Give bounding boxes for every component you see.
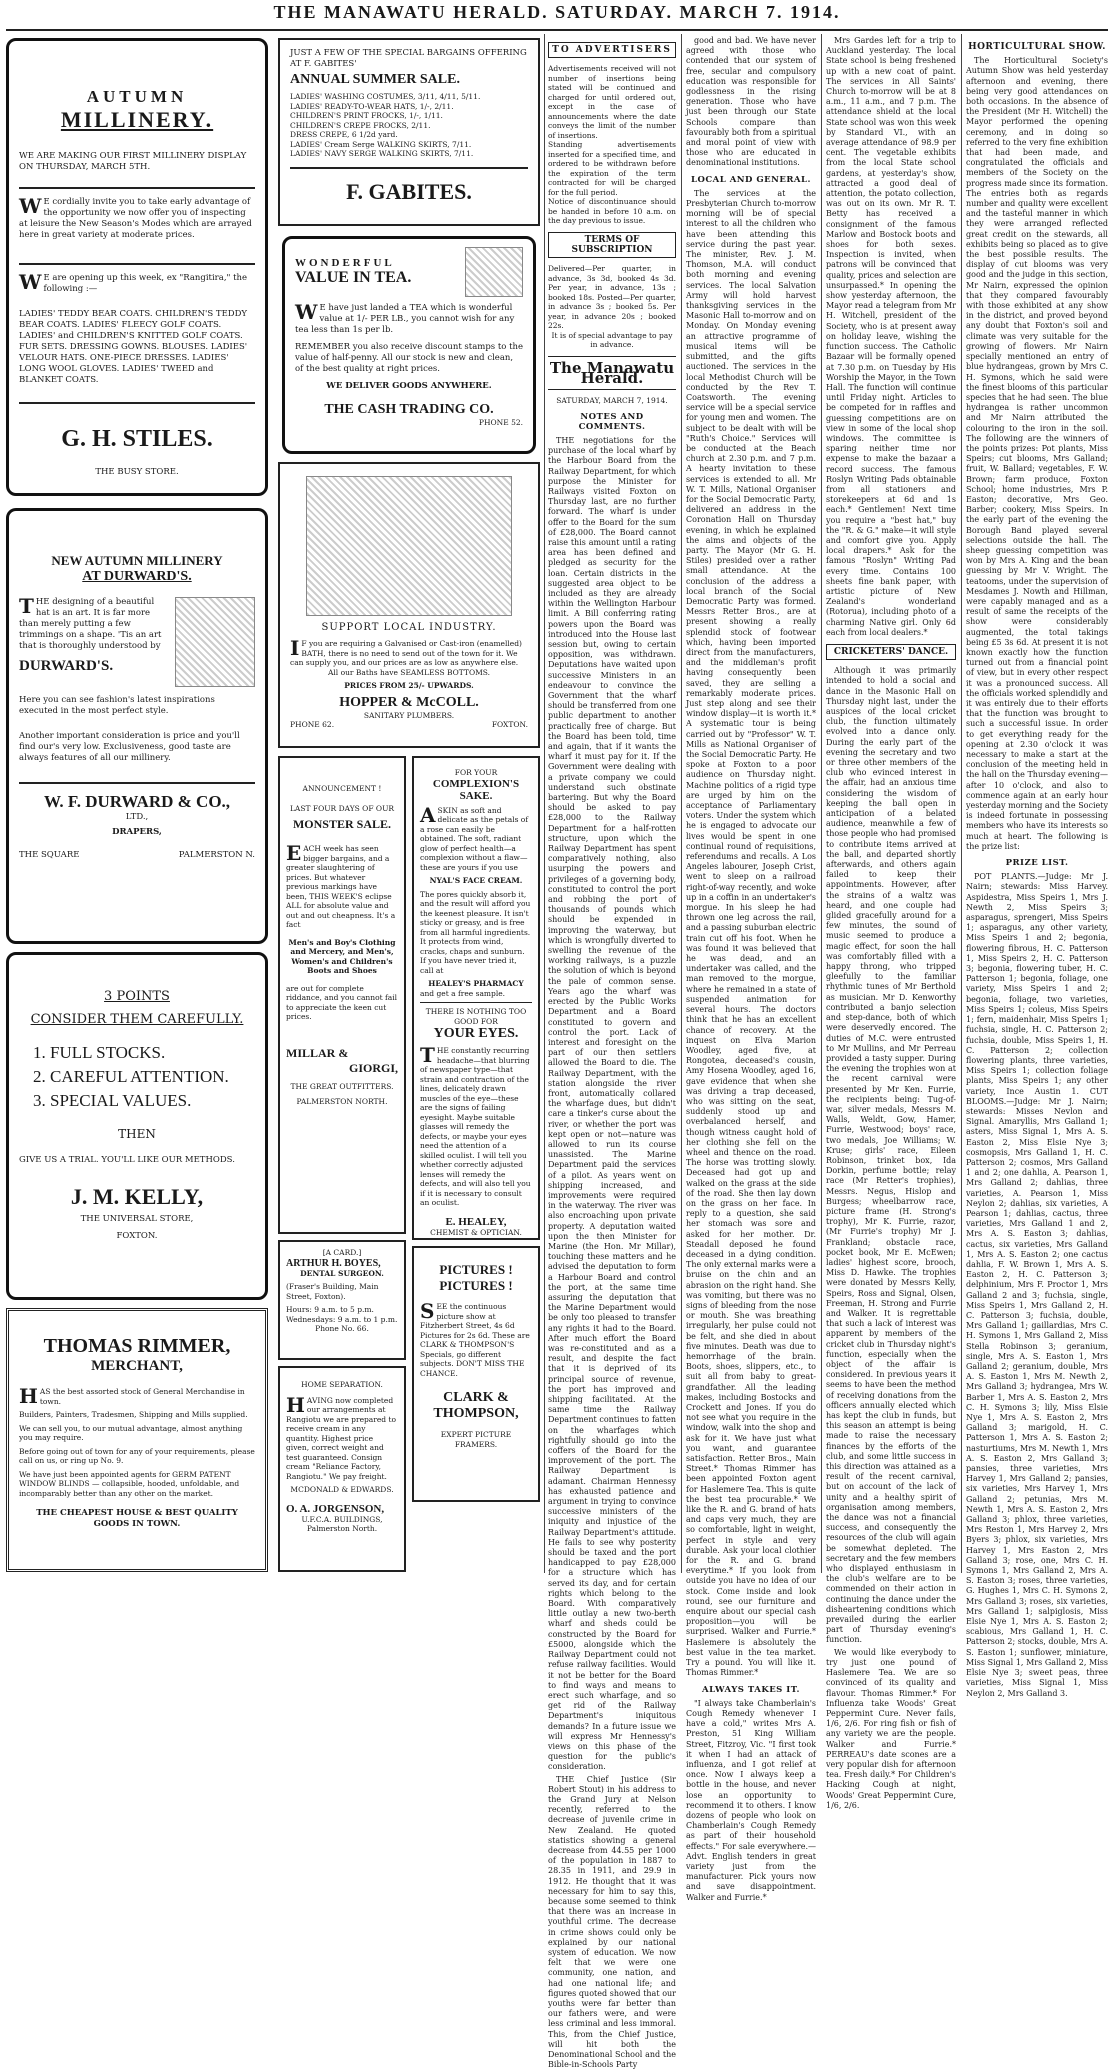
boyes-card: [A CARD.] bbox=[322, 1248, 362, 1257]
stiles-divider bbox=[19, 187, 255, 189]
col6-body-2: POT PLANTS.—Judge: Mr J. Nairn; stewards: Miss Harvey. Aspidestra, Miss Speirs 1, Mrs J. Newth 2, Miss Speirs 3; asparagus, sprengeri, Miss Speirs 1; asparagus, any other variety, Miss Speirs 1 and 2; begonia, flowering fibrous, H. C. Patterson 1, Miss Speirs 2, H. C. Patterson 3; begonia, flowering tuber, H. C. Patterson 1; begonia, foliage, one variety, Miss Speirs 1 and 2; begonia, foliage, two varieties, Miss Speirs 1; coleus, Miss Speirs 1; fern, maidenhair, Miss Speirs 1; fuchsia, single, H. C. Patterson 2; fuchsia, double, Miss Speirs 1, H. C. Patterson 2; collection flowering plants, three varieties, Miss Speirs 1; collection foliage plants, Miss Speirs 1; any other variety, Ince Austin 1. CUT BLOOMS.—Judge: Mr J. Nairn; stewards: Misses Nevlon and Signal. Amaryllis, Mrs Galland 1; asters, Miss Signal 1, Mrs A. S. Easton 2, Miss Elsie Nye 3; cosmopsis, Mrs Galland 1, H. C. Patterson 2; cosmos, Mrs Galland 1 and 2; one dahlia, A. Pearson 1, Mrs Galland 2; dahlias, three varieties, A. Pearson 1, Miss Neylon 2; dahlias, six varieties, A Pearson 1; dahlias, cactus, three varieties, Mrs Galland 1 and 2, Mrs A. S. Easton 3; dahlias, cactus, six varieties, Mrs Galland 1, Mrs A. S. Easton 2; one cactus dahlia, F. W. Brown 1, Mrs A. S. Easton 2, H. C. Patterson 3; delphinium, Mrs F. Proctor 1, Mrs Galland 2 and 3; fuchsia, single, Miss Speirs 1, Mrs Galland 2, H. C. Patterson 3; fuchsia, double, Mrs Galland 1; gaillardias, Mrs C. H. Symons 1, Mrs Galland 2, Miss Stella Robinson 3; geranium, single, Mrs A. S. Easton 1, Mrs Galland 2; geranium, double, Mrs A. S. Easton 1, Mrs M. Newth 2, Mrs Galland 3; hydrangea, Mrs W. Barber 1, Mrs A. S. Easton 2, Mrs C. H. Symons 3; lily, Miss Elsie Nye 1, Mrs A. S. Easton 2, Mrs Galland 3; marigold, H. C. Patterson 1, Mrs A. S. Easton 2; nasturtiums, Mrs M. Newth 1, Mrs A. S. Easton 2, Mrs Galland 3; pansies, three varieties, Mrs Harvey 1, Mrs Galland 2; pansies, six varieties, Mrs Harvey 1, Mrs Galland 2; petunias, Mrs M. Newth 1, Mrs A. S. Easton 2, Mrs Galland 3; phlox, three varieties, Mrs Reston 1, Mrs Harvey 2, Mrs Byers 3; phlox, six varieties, Mrs Harvey 1, Mrs Easton 2, Mrs Galland 3; rose, one, Mrs C. H. Symons 1, Mrs Galland 2, Mrs A. S. Easton 3; roses, three varieties, G. Hughes 1, Mrs C. H. Symons 2, Mrs Galland 3; roses, six varieties, Mrs Galland 1; salpiglosis, Miss Elsie Nye 1, Mrs A. S. Easton 2; scabious, Mrs Galland 1, H. C. Patterson 2; stocks, double, Mrs A. S. Easton 1; sunflower, miniature, Miss Signal 1, Mrs Galland 2, Miss Elsie Nye 3; sweet peas, three varieties, Miss Signal 1, Miss Neylon 2, Mrs Galland 3. bbox=[966, 872, 1108, 1698]
boyes-address: (Fraser's Building, Main Street, Foxton). bbox=[286, 1282, 379, 1301]
healey-p2: The pores quickly absorb it, and the result will afford you the keenest pleasure. It isn't sticky or greasy, and is free from all harmful ingredients. It protects from wind, cracks, chaps and sunburn. If you have never tried it, call at bbox=[420, 889, 531, 975]
durward-p2: Here you can see fashion's latest inspirations executed in the most perfect style. bbox=[19, 695, 215, 716]
horticultural-heading: HORTICULTURAL SHOW. bbox=[968, 42, 1106, 52]
rimmer-name: THOMAS RIMMER, bbox=[43, 1335, 231, 1357]
social-column bbox=[826, 36, 956, 1810]
boyes-phone: Phone No. 66. bbox=[315, 1324, 369, 1333]
column-rule-1 bbox=[544, 34, 545, 1573]
healey-heading: FOR YOUR bbox=[454, 768, 498, 777]
col4-body-2: The services at the Presbyterian Church to-morrow morning will be of special interest to all the children who have been attending this service during the past year. The minister, Rev. J. M. Thomson, M.A. will conduct both morning and evening services. The local Salvation Army will hold harvest thanksgiving services in the Masonic Hall to-morrow and on Monday. On Monday evening an attractive programme of musical items will be submitted, and the gifts auctioned. The services in the local Methodist Church will be conducted by the Rev T. Coatsworth. The evening service will be a special service for young men and women. The subject to be dealt with will be "Ruth's Choice." Services will be conducted at the Beach church at 2.30 p.m. and 7 p.m. A hearty invitation to these services is extended to all. Mr W. T. Mills, National Organiser for the Social Democratic Party, delivered an address in the Coronation Hall on Thursday evening, in which he explained the aims and objects of the party. The Mayor (Mr G. H. Stiles) presided over a rather small attendance. At the conclusion of the address a local branch of the Social Democratic Party was formed. Messrs Retter Bros., are at present showing a really splendid stock of footwear which, having been imported direct from the manufacturers, and the middleman's profit having consequently been saved, they are selling a remarkably moderate prices. Just step along and see their window display—it is worth it.* A systematic tour is being carried out by "Professor" W. T. Mills as National Organiser of the Social Democratic Party. He spoke at Foxton to a poor audience on Thursday night. Machine politics of a rigid type are urged by him on the acceptance of Parliamentary voters. Under the system which he is engaged to advocate our lives would be spent in one continual round of requisitions, referendums and recalls. A Los Angeles labourer, Joseph Crist, went to sleep on a railroad right-of-way recently, and woke up in a coffin in an undertaker's morgue. In his sleep he had thrown one leg across the rail, and a passing suburban electric train cut off his foot. When he was found it was believed that he was dead, and an undertaker was called, and the man removed to the morgue, where he remained in a state of suspended animation for several hours. The doctors think that he has an excellent chance of recovery. At the inquest on Elva Marion Woodley, aged five, at Rongotea, deceased's cousin, Amy Hosena Woodley, aged 16, gave evidence that when she was driving a trap deceased, who was sitting on the seat, suddenly stood up and overbalanced herself, and though witness caught hold of her clothing she fell on the wheel and thence on the road. The horse was trotting slowly. Deceased had got up and walked on the grass at the side of the road. She then lay down on the grass on her face. In reply to a question, she said her stomach was sore and asked for her mother. Dr. Steadall deposed he found deceased in a dying condition. The only external marks were a bruise on the chin and an abrasion on the right hand. She was vomiting, but there was no signs of bleeding from the nose or mouth. She was breathing irregularly, her pulse could not be felt, and she died in about five minutes. Death was due to hemorrhage of the brain. Boots, shoes, slippers, etc., to suit all from baby to great-grandfather. All the leading makes, including Bostocks and Crockett and Jones. If you do not see what you require in the window, walk into the shop and ask for it. We have just what you want, and guarantee satisfaction. Retter Bros., Main Street.* Thomas Rimmer has been appointed Foxton agent for Haslemere Tea. This is quite the best tea procurable.* We like the R. and G. brand of hats and caps very much, they are so comfortable, light in weight, perfect in style and very durable. Ask your local clothier for the R. and G. brand everytime.* If you look from outside you have no idea of our stock. Come inside and look round, see our furniture and enquire about our special cash proposition—you will be surprised. Walker and Furrie.* Haslemere is absolutely the best value in the tea market. Try a pound. You will like it. Thomas Rimmer.* bbox=[686, 188, 817, 1678]
millar-announce: ANNOUNCEMENT ! bbox=[302, 784, 382, 793]
healey-pharmacy: HEALEY'S PHARMACY bbox=[428, 979, 524, 988]
subscription-heading: TERMS OF SUBSCRIPTION bbox=[548, 232, 676, 258]
rimmer-p5: We have just been appointed agents for GERM PATENT WINDOW BLINDS — collapsible, hooded, unfoldable, and incomparably better than any other on the market. bbox=[19, 1469, 240, 1498]
hopper-role: SANITARY PLUMBERS. bbox=[363, 710, 455, 720]
kelly-town: FOXTON. bbox=[116, 1231, 158, 1241]
kelly-heading2: CONSIDER THEM CAREFULLY. bbox=[30, 1012, 244, 1027]
kelly-point-3: 3. SPECIAL VALUES. bbox=[33, 1091, 192, 1110]
col4-body-3: "I always take Chamberlain's Cough Remedy whenever I have a cold," writes Mrs A. Preston, 51 King William Street, Fitzroy, Vic. "I first took it when I had an attack of influenza, and I got relief at once. Now I always keep a bottle in the house, and never lose an opportunity to recommend it to others. I know dozens of people who look on Chamberlain's Cough Remedy as part of their household effects." For sale everywhere.—Advt. English tenders in great variety just from the manufacturer. Pick yours now and save disappointment. Walker and Furrie.* bbox=[686, 1698, 816, 1902]
jorgenson-agents: MCDONALD & EDWARDS. bbox=[290, 1485, 394, 1494]
millar-heading: MONSTER SALE. bbox=[292, 817, 392, 831]
durward-ad bbox=[6, 508, 268, 944]
col6-body-1: The Horticultural Society's Autumn Show was held yesterday afternoon and evening, there being very good attendances on both occasions. In the absence of the President (Mr H. Witchell) the Mayor performed the opening ceremony, and in doing so referred to the very fine exhibition that had been made, and congratulated the officials and members of the Society on the progress made since its formation. The entries both as regards number and quality were excellent and the tasteful manner in which they were arranged reflected great credit on the stewards, all exhibits being so placed as to give the best possible results. The display of cut blooms was very good and the judge in this section, Mr Nairn, expressed the opinion that they compared favourably with those exhibited at any show in the district, and proved beyond any doubt that Foxton's soil and climate was very suitable for the growing of flowers. Mr Nairn specially mentioned an entry of blue hydrangeas, grown by Mrs C. H. Symons, which he said were the finest blooms of this particular species that he had seen. The blue hydrangea is rather uncommon and Mr Nairn attributed the colouring to the iron in the soil. The following are the winners of the points prizes: Pot plants, Miss Speirs; cut blooms, Mrs Galland; fruit, W. Ballard; vegetables, F. W. Brown; farm produce, Foxton School; home industries, Mrs P. Easton; decorative, Mrs Geo. Barber; cookery, Miss Speirs. In the early part of the evening the Borough Band played several selections outside the hall. The sheep guessing competition was won by Mrs A. King and the bean guessing by Mr V. Wright. The teatooms, under the supervision of Mesdames J. Nowth and Hillman, were capably managed and as a result of same the receipts of the show were considerably augmented, the total takings being £5 3s 6d. At present it is not known exactly how the function turned out from a financial point of view, but in every other respect it was a pronounced success. All the officials worked splendidly and it was entirely due to their efforts that the function was brought to such a successful issue. In order to get everything ready for the opening at 2.30 o'clock it was necessary to make a start at the conclusion of the meeting held in the hall on the Thursday evening—after 10 o'clock, and also to commence again at an early hour yesterday morning and the Society is indeed fortunate in possessing members who have its interests so much at heart. The following is the prize list: bbox=[966, 56, 1108, 851]
kelly-name: J. M. KELLY, bbox=[70, 1184, 204, 1209]
clark-heading: PICTURES ! bbox=[439, 1262, 513, 1277]
boyes-role: DENTAL SURGEON. bbox=[300, 1268, 384, 1278]
millar-last: LAST FOUR DAYS OF OUR bbox=[289, 803, 395, 813]
bath-illustration bbox=[306, 476, 512, 616]
advertisers-p2: Standing advertisements inserted for a specified time, and ordered to be withdrawn before the expiration of the term contracted for will be charged for the full period. bbox=[548, 140, 676, 197]
jorgenson-name: O. A. JORGENSON, bbox=[286, 1502, 385, 1515]
stiles-tagline: THE BUSY STORE. bbox=[95, 467, 179, 477]
kelly-heading: 3 POINTS bbox=[104, 989, 170, 1004]
col5-body-2: Although it was primarily intended to hold a social and dance in the Masonic Hall on Thursday night last, under the auspices of the local cricket club, the function ultimately evolved into a dance only. During the early part of the evening the secretary and two or three other members of the club who evinced interest in the affair, had an anxious time considering the wisdom of keeping the ball open in anticipation of a belated audience, meanwhile a few of those people who had promised to contribute items arrived at the ball, and departed shortly afterwards, and others again failed to keep their appointments. However, after the strains of a waltz was heard, and one couple had glided gracefully around for a few minutes, the sound of music seemed to produce a magic effect, for soon the hall was comfortably filled with a happy throng, who tripped gleefully to the familiar rhythmic tunes of Mr Berthold as musician. Mr D. Kenworthy contributed a banjo selection and step-dance, both of which were deservedly encored. The duties of M.C. were entrusted to Mr Mullins, and Mr Perreau provided a tasty supper. During the evening the trophies won at the recent carnival were presented by Mr Ken. Furrie, the recipients being: Tug-of-war, silver medals, Messrs M. Walls, Weldt, Gow, Hamer, Furrie, Westwood; boys' race, two medals, Joe Williams; W. Kruse; girls' race, Eileen Robinson, trinket box, Ida Dorkin, perfume bottle; relay race (Mr Retter's trophies), Messrs. Negus, Hislop and Burgess; wheelbarrow race, picture frame (H. Strong's trophy), Mr K. Furrie, razor, (Mr Furrie's trophy) Mr J. Frankland; obstacle race, pocket book, Mr E. McEwen; ladies' highest score, brooch, Miss D. Hawke. The trophies were donated by Messrs Kelly, Speirs, Ross and Signal, Olsen, Freeman, H. Strong and Furrie and Walker. It is regrettable that such a lack of interest was apparent by members of the cricket club in Thursday night's function, especially when the object of the affair is considered. In previous years it seems to have been the method of receiving donations from the officers annually elected which has kept the club in funds, but this season an attempt is being made to raise the necessary finances by the efforts of the club, and some little success in this direction was attained as a result of the recent carnival, but on account of the lack of unity and a healthy spirit of organisation among members, the dance was not a financial success, and consequently the resources of the club will again be somewhat depleted. The secretary and the few members who displayed enthusiasm in the club's welfare are to be commended on their action in continuing the dance under the disheartening conditions which prevailed during the earlier part of Thursday evening's function. bbox=[826, 666, 956, 1645]
healey-role: CHEMIST & OPTICIAN. bbox=[430, 1227, 522, 1237]
durward-heading2: AT DURWARD'S. bbox=[82, 569, 192, 584]
rimmer-ad bbox=[6, 1308, 268, 1572]
hat-lady-illustration bbox=[175, 597, 255, 687]
local-news-column bbox=[686, 36, 817, 1902]
millar-name2: GIORGI, bbox=[348, 1060, 398, 1075]
notes-body-2: THE Chief Justice (Sir Robert Stout) in his address to the Grand Jury at Nelson recently, referred to the decrease of juvenile crime in New Zealand. He quoted statistics showing a general decrease from 44.55 per 1000 of the population in 1887 to 28.35 in 1911, and 29.9 in 1912. He thought that it was necessary for him to say this, because some seemed to think that there was an increase in youthful crime. The decrease in crime shows could only be explained by our national system of education. We now felt that we were one community, one nation, and had one national life; and figures quoted showed that our youths were far better than our fathers were, and were less criminal and less immoral. This, from the Chief Justice, will hit both the Denominational School and the Bible-in-Schools Party bbox=[548, 1774, 676, 2070]
column-rule-2 bbox=[681, 34, 682, 1573]
tea-drinker-illustration bbox=[465, 247, 523, 297]
kelly-tagline: THE UNIVERSAL STORE, bbox=[80, 1214, 194, 1224]
tea-name: THE CASH TRADING CO. bbox=[324, 402, 494, 417]
kelly-then: THEN bbox=[118, 1127, 156, 1141]
rimmer-p1: HAS the best assorted stock of General Merchandise in town. bbox=[19, 1384, 245, 1408]
millar-name: MILLAR & bbox=[286, 1045, 349, 1060]
gabites-p1: JUST A FEW OF THE SPECIAL BARGAINS OFFERING AT F. GABITES' bbox=[290, 48, 527, 69]
gabites-name: F. GABITES. bbox=[346, 178, 472, 204]
healey-heading2: COMPLEXION'S SAKE. bbox=[432, 777, 520, 802]
clark-name: CLARK & bbox=[443, 1390, 509, 1405]
subscription-p2: It is of special advantage to pay in advance. bbox=[551, 330, 673, 350]
hopper-ad bbox=[278, 462, 540, 748]
millar-role: THE GREAT OUTFITTERS. bbox=[290, 1081, 394, 1091]
col5-body-3: We would like everybody to try just one pound of Haslemere Tea. We are so convinced of its quality and flavour. Thomas Rimmer.* For Influenza take Woods' Great Peppermint Cure. Never fails, 1/6, 2/6. For ring fish or fish of any variety we are the people. Walker and Furrie.* PERREAU's date scones are a very popular dish for afternoon tea. Fresh daily.* For Children's Hacking Cough at night, Woods' Great Peppermint Cure, 1/6, 2/6. bbox=[826, 1647, 956, 1810]
durward-divider bbox=[19, 782, 255, 784]
tea-p3: WE DELIVER GOODS ANYWHERE. bbox=[326, 381, 492, 391]
editorial-column bbox=[548, 36, 676, 2070]
healey-p4: THE constantly recurring headache—that blurring of newspaper type—that strain and contraction of the lines, delicately drawn muscles of the eye—these are the signs of failing eyesight. Maybe suitable glasses will remedy the defects, or maybe your eyes need the attention of a skilled oculist. I will tell you whether correctly adjusted lenses will remedy the defects, and will also tell you if it is necessary to consult an oculist. bbox=[420, 1043, 531, 1207]
hopper-phone: PHONE 62. bbox=[290, 720, 335, 729]
durward-heading: NEW AUTUMN MILLINERY bbox=[51, 553, 223, 568]
boyes-ad bbox=[278, 1240, 406, 1360]
durward-address-right: PALMERSTON N. bbox=[178, 850, 255, 860]
gabites-item-1: LADIES' WASHING COSTUMES, 3/11, 4/11, 5/11. bbox=[290, 92, 481, 101]
advertisers-p3: Notice of discontinuance should be handed in before 10 a.m. on the day previous to issue. bbox=[548, 197, 676, 226]
gabites-item-4: CHILDREN'S CREPE FROCKS, 2/11. bbox=[290, 120, 431, 130]
advertisers-heading: TO ADVERTISERS bbox=[548, 42, 676, 58]
hopper-p1: IF you are requiring a Galvanised or Cast-iron (enamelled) BATH, there is no need to send out of the town for it. We can supply you, and our prices are as low as anywhere else. bbox=[290, 636, 522, 667]
durward-p1: THE designing of a beautiful hat is an art. It is far more than merely putting a few trimmings on a shape. 'Tis an art that is thoroughly understood by bbox=[19, 594, 162, 651]
rimmer-p4: Before going out of town for any of your requirements, please call on us, or ring up No. 9. bbox=[19, 1446, 255, 1465]
rimmer-role: MERCHANT, bbox=[91, 1358, 183, 1374]
stiles-heading: AUTUMN bbox=[86, 87, 188, 106]
gabites-item-2: LADIES' READY-TO-WEAR HATS, 1/-, 2/11. bbox=[290, 101, 454, 111]
rimmer-footer: THE CHEAPEST HOUSE & BEST QUALITY GOODS IN TOWN. bbox=[36, 1508, 238, 1529]
rimmer-p2: Builders, Painters, Tradesmen, Shipping and Mills supplied. bbox=[19, 1410, 248, 1419]
hopper-heading: SUPPORT LOCAL INDUSTRY. bbox=[321, 622, 497, 633]
durward-name: W. F. DURWARD & CO., bbox=[43, 792, 231, 811]
clark-ad bbox=[412, 1246, 540, 1502]
healey-ad bbox=[412, 756, 540, 1240]
healey-divider bbox=[420, 1002, 532, 1003]
col4-body-1: good and bad. We have never agreed with those who contended that our system of free, secular and compulsory education was responsible for godlessness in the rising generation. Those who have just been through our State Schools compare than favourably both from a spiritual and moral point of view with those who are educated in denominational institutions. bbox=[686, 36, 816, 168]
stiles-p2: WE cordially invite you to take early advantage of the opportunity we now offer you of inspecting at leisure the New Season's Modes which are arrayed here in great variety at moderate prices. bbox=[19, 194, 252, 240]
gabites-heading: ANNUAL SUMMER SALE. bbox=[290, 72, 460, 87]
millar-p2: Men's and Boy's Clothing and Mercery, and Men's, Women's and Children's Boots and Shoes bbox=[288, 937, 396, 975]
gabites-item-6: LADIES' Cream Serge WALKING SKIRTS, 7/11. bbox=[290, 139, 472, 149]
jorgenson-p1: HAVING now completed our arrangements at Rangiotu we are prepared to receive cream in any quantity. Highest price given, correct weight and test guaranteed. Consign cream "Reliance Factory, Rangiotu." We pay freight. bbox=[286, 1392, 397, 1481]
stiles-divider-3 bbox=[19, 402, 255, 404]
cricketers-dance-heading: CRICKETERS' DANCE. bbox=[826, 644, 956, 660]
masthead: THE MANAWATU HERALD. SATURDAY. MARCH 7. 1914. bbox=[273, 2, 841, 22]
millar-ad bbox=[278, 756, 406, 1234]
herald-date: SATURDAY, MARCH 7, 1914. bbox=[556, 396, 668, 406]
jorgenson-heading: HOME SEPARATION. bbox=[301, 1380, 383, 1389]
tea-phone: PHONE 52. bbox=[478, 418, 523, 427]
hopper-p2: All our Baths have SEAMLESS BOTTOMS. bbox=[327, 667, 491, 677]
stiles-p4: LADIES' TEDDY BEAR COATS. CHILDREN'S TEDDY BEAR COATS. LADIES' FLEECY GOLF COATS. LADIES' and CHILDREN'S KNITTED GOLF COATS. FUR SETS. DRESSING GOWNS. BLOUSES. LADIES' VELOUR HATS. ONE-PIECE DRESSES. LADIES' LONG WOOL GLOVES. LADIES' TWEED and BLANKET COATS. bbox=[19, 309, 248, 385]
healey-eyes-head: THERE IS NOTHING TOO GOOD FOR bbox=[425, 1007, 527, 1026]
boyes-hours: Hours: 9 a.m. to 5 p.m. Wednesdays: 9 a.m. to 1 p.m. bbox=[286, 1305, 398, 1324]
clark-p1: SEE the continuous picture show at Fitzherbert Street, 4s 6d Pictures for 2s 6d. These are CLARK & THOMPSON'S Specials, go different subjects. DON'T MISS THE CHANCE. bbox=[420, 1299, 530, 1378]
millar-p3: are out for complete riddance, and you cannot fail to appreciate the keen cut prices. bbox=[286, 983, 398, 1021]
kelly-ad bbox=[6, 952, 268, 1300]
tea-heading2: VALUE IN TEA. bbox=[295, 269, 412, 286]
rimmer-p3: We can sell you, to our mutual advantage, almost anything you may require. bbox=[19, 1423, 243, 1442]
stiles-ad bbox=[6, 38, 268, 496]
stiles-p1: WE ARE MAKING OUR FIRST MILLINERY DISPLAY ON THURSDAY, MARCH 5TH. bbox=[19, 151, 247, 172]
local-general-heading: LOCAL AND GENERAL. bbox=[691, 174, 811, 185]
gabites-item-3: CHILDREN'S PRINT FROCKS, 1/-, 1/11. bbox=[290, 111, 443, 120]
tea-p2: REMEMBER you also receive discount stamps to the value of half-penny. All our stock is new and clean, of the best quality at right prices. bbox=[295, 342, 524, 374]
gabites-item-7: LADIES' NAVY SERGE WALKING SKIRTS, 7/11. bbox=[290, 149, 474, 158]
notes-body-1: THE negotiations for the purchase of the local wharf by the Harbour Board from the Railway Department, for which purpose the Minister for Railways visited Foxton on Thursday last, are no further forward. The wharf is under offer to the Board for the sum of £28,000. The Board cannot raise this amount until a rating area has been defined and pledged as security for the loan. Certain districts in the suggested area object to be included as they are already within the Wellington Harbour limit. A Bill conferring rating powers upon the Board was introduced into the House last session but, owing to certain opposition, was withdrawn. Deputations have waited upon successive Ministers in an endeavour to convince the Government that the wharf should be transferred from one public department to another practically free of charge. But the Board has been told, time and again, that if it wants the wharf it must pay for it. If the Government were dealing with a private company we could understand such obstinate bartering. But why the Board should be asked to pay £28,000 to the Railway Department for a half-rotten structure, upon which the Railway Department has spent comparatively nothing, also usurping the powers and privileges of a governing body, constituted to control the port and robbing the port of thousands of pounds which should be expended in improving the waterway, but which is wrongfully diverted to swelling the revenue of the working railways, is a puzzle the solution of which is beyond the pale of common sense. Years ago the wharf was erected by the Public Works Department and a Board constituted to govern and control the port. Lack of interest and foresight on the part of our then settlers allowed the Board to die. The Railway Department, with the station alongside the river front, automatically collared the wharfage dues, but didn't care a tinker's curse about the river, or whether the port was kept open or not—nature was allowed to run its course unassisted. The Marine Department paid the services of a pilot. As years went on shipping increased, and improvements were required in the waterway. The river was also encroaching upon private property. A deputation waited upon the then Minister for Marine (the Hon. Mr Millar), touching these matters and he advised the deputation to form a Harbour Board and control the port, at the same time assuring the deputation that the Marine Department would be only too pleased to transfer any rights it had to the Board. After much effort the Board was re-constituted and as a result, and despite the fact that it is deprived of its principal source of revenue, the port has improved and shipping facilitated. At the same time the Railway Department continues to fatten on the wharfages which rightfully should go into the coffers of the Board for the improvement of the port. The Railway Department is adamant. Chairman Hennessy has exhausted patience and argument in trying to convince successive ministers of the iniquity and injustice of the Railway Department's attitude. He fails to see why posterity should be taxed and the port handicapped to pay £28,000 for a structure which has served its day, and for certain rights which belong to the Board. With comparatively little outlay a new two-berth wharf and sheds could be constructed by the Board for £5000, alongside which the Railway Department could not refuse railway facilities. Would it not be better for the Board to find ways and means to erect such wharfage, and so get rid of the Railway Department's iniquitous demands? In a future issue we will express Mr Hennessy's views on this phase of the question for the public's consideration. bbox=[548, 435, 676, 1772]
hopper-p3: PRICES FROM 25/- UPWARDS. bbox=[344, 681, 474, 690]
notes-heading: NOTES AND COMMENTS. bbox=[578, 411, 646, 432]
clark-name2: THOMPSON, bbox=[433, 1406, 519, 1421]
prize-list-heading: PRIZE LIST. bbox=[1005, 858, 1069, 869]
millar-town: PALMERSTON NORTH. bbox=[296, 1097, 388, 1106]
kelly-trial: GIVE US A TRIAL. YOU'LL LIKE OUR METHODS. bbox=[19, 1155, 235, 1165]
durward-address-left: THE SQUARE bbox=[19, 850, 80, 860]
cash-trading-ad bbox=[282, 236, 536, 454]
tea-heading: WONDERFUL bbox=[295, 257, 395, 269]
millar-p1: EACH week has seen bigger bargains, and a greater slaughtering of prices. But whatever previous markings have been, THIS WEEK'S eclipse ALL for absolute value and out and out cheapness. It's a fact bbox=[286, 841, 396, 929]
stiles-divider-2 bbox=[19, 263, 255, 265]
advertisers-p1: Advertisements received will not number of insertions being stated will be continued and charged for until ordered out, except in the case of announcements where the date conveys the limit of the number of insertions. bbox=[548, 64, 676, 140]
healey-eyes: YOUR EYES. bbox=[433, 1026, 519, 1041]
always-takes-it-heading: ALWAYS TAKES IT. bbox=[702, 1684, 800, 1695]
column-rule-4 bbox=[961, 34, 962, 1573]
hopper-town: FOXTON. bbox=[491, 720, 528, 729]
gabites-item-5: DRESS CREPE, 6 1/2d yard. bbox=[290, 130, 398, 139]
durward-p3: Another important consideration is price and you'll find our's very low. Exclusiveness, good taste are always features of all our millinery. bbox=[19, 731, 240, 763]
healey-p1: ASKIN as soft and delicate as the petals of a rose can easily be obtained. The soft, radiant glow of perfect health—a complexion without a flaw—these are yours if you use bbox=[420, 802, 529, 872]
durward-drapers: DRAPERS, bbox=[112, 827, 162, 837]
boyes-name: ARTHUR H. BOYES, bbox=[286, 1257, 381, 1269]
jorgenson-address: U.F.C.A. BUILDINGS, bbox=[301, 1514, 383, 1524]
healey-p3: and get a free sample. bbox=[420, 988, 506, 998]
clark-heading2: PICTURES ! bbox=[439, 1278, 513, 1293]
jorgenson-ad bbox=[278, 1366, 406, 1572]
herald-divider-2 bbox=[548, 389, 676, 390]
gabites-divider bbox=[290, 167, 528, 169]
stiles-heading2: MILLINERY. bbox=[60, 107, 214, 132]
healey-product: NYAL'S FACE CREAM. bbox=[429, 876, 523, 885]
kelly-point-1: 1. FULL STOCKS. bbox=[33, 1043, 166, 1062]
tea-p1: WE have just landed a TEA which is wonderful value at 1/- PER LB., you cannot wish for any tea less than 1s per lb. bbox=[295, 300, 515, 335]
stiles-name: G. H. STILES. bbox=[61, 426, 213, 452]
durward-brand: DURWARD'S. bbox=[19, 658, 114, 674]
durward-ltd: LTD., bbox=[125, 812, 149, 822]
subscription-p1: Delivered—Per quarter, in advance, 3s 3d, booked 4s 3d. Per year, in advance, 13s ; booked 18s. Posted—Per quarter, in advance 3s ; booked 5s. Per year, in advance 20s ; booked 22s. bbox=[548, 264, 676, 331]
horticultural-column bbox=[966, 36, 1108, 1698]
herald-divider bbox=[548, 356, 676, 357]
healey-name: E. HEALEY, bbox=[445, 1215, 507, 1228]
gabites-ad bbox=[278, 38, 540, 226]
col5-body-1: Mrs Gardes left for a trip to Auckland yesterday. The local State school is being freshened up with a new coat of paint. The services in All Saints' Church to-morrow will be at 8 a.m., 11 a.m., and 7 p.m. The attendance shield at the local State school was won this week by Standard VI., with an average attendance of 98.9 per cent. The vegetable exhibits from the local State school gardens, at yesterday's show, attracted a good deal of attention, the potato collection, was out on its own. Mr R. T. Betty has received a consignment of the famous Marlow and Bostock boots and shoes for both sexes. Inspection is invited, when patrons will be convinced that quality, prices and selection are unsurpassed.* In opening the show yesterday afternoon, the Mayor read a telegram from Mr H. Witchell, president of the Society, who is at present away on holiday leave, wishing the function success. The Catholic Bazaar will be formally opened at 7.30 p.m. on Tuesday by His Worship the Mayor, in the Town Hall. The function will continue until Friday night. Articles to be competed for in raffles and guessing competitions are on view in some of the local shop windows. The committee is sparing neither time nor expense to make the bazaar a record success. The famous Roslyn Writing Pads obtainable from all stationers and storekeepers at 6d and 1s each.* Gentlemen! Next time you require a "best hat," buy the "R. & G." make—it will style and comfort give you. Apply local drapers.* Ask for the famous "Roslyn" Writing Pad every time. Contains 100 sheets fine bank paper, with artistic picture of New Zealand's wonderland (Rotorua), including photo of a charming Native girl. Only 6d each from local dealers.* bbox=[826, 36, 956, 637]
herald-title: The Manawatu Herald. bbox=[549, 358, 675, 387]
clark-role: EXPERT PICTURE FRAMERS. bbox=[440, 1430, 512, 1449]
hopper-name: HOPPER & McCOLL. bbox=[339, 694, 479, 710]
stiles-p3: WE are opening up this week, ex "Rangitira," the following :— bbox=[19, 270, 248, 294]
jorgenson-town: Palmerston North. bbox=[306, 1524, 378, 1533]
kelly-point-2: 2. CAREFUL ATTENTION. bbox=[33, 1067, 229, 1086]
column-rule-3 bbox=[821, 34, 822, 1573]
masthead-rule bbox=[6, 29, 1108, 31]
